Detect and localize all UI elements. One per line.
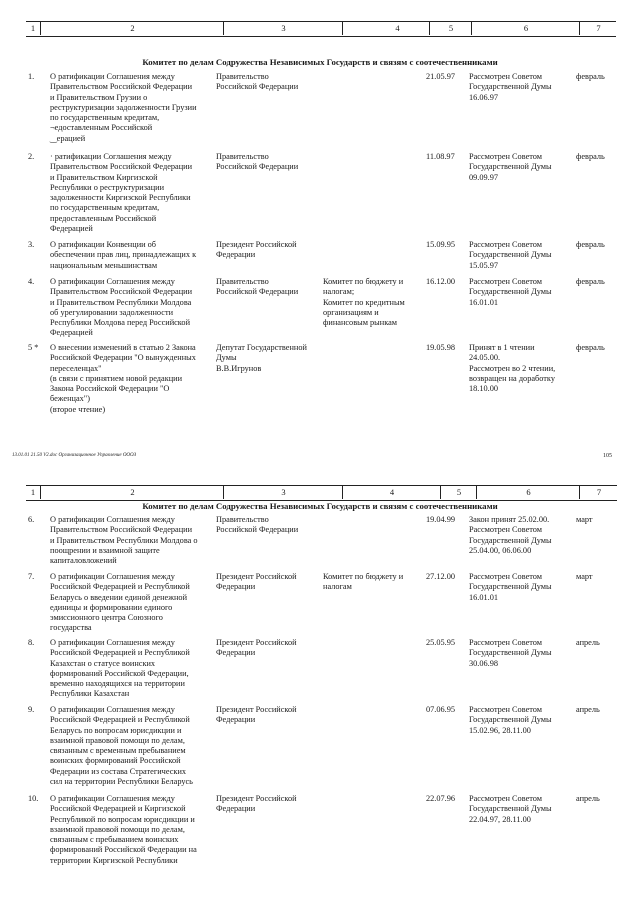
column-number: 5	[440, 486, 477, 499]
planned-month: апрель	[576, 638, 600, 647]
column-number: 6	[471, 22, 580, 35]
planned-month: февраль	[576, 152, 605, 161]
submission-date: 25.05.95	[426, 638, 456, 647]
page-number: 105	[603, 453, 612, 459]
bill-title: О ратификации Соглашения между Российской Федерацией и Республикой Беларусь о введении единой денежной единицы и формировании единого эмиссионного центра Союзного государства	[50, 572, 190, 633]
submission-date: 19.04.99	[426, 515, 456, 524]
bill-initiator: Депутат Государственной Думы В.В.Игрунов	[216, 343, 307, 373]
bill-initiator: Правительство Российской Федерации	[216, 152, 299, 172]
row-number: 2.	[28, 152, 35, 161]
bill-status: Рассмотрен Советом Государственной Думы 15.02.96, 28.11.00	[469, 705, 552, 735]
column-number: 5	[429, 22, 472, 35]
planned-month: февраль	[576, 72, 605, 81]
bill-status: Закон принят 25.02.00. Рассмотрен Советом Государственной Думы 25.04.00, 06.06.00	[469, 515, 552, 555]
bill-title: О ратификации Соглашения между Правительством Российской Федерации и Правительством Грузии о реструктуризации задолженности Грузии по государственным кредитам, ¬едоставленным Российской ‿ерацией	[50, 72, 197, 143]
bill-title: О внесении изменений в статью 2 Закона Российской Федерации "О вынужденных переселенцах" (в связи с принятием новой редакции Закона Российской Федерации "О беженцах") (второе чтение)	[50, 343, 196, 414]
bill-status: Рассмотрен Советом Государственной Думы 30.06.98	[469, 638, 552, 668]
row-number: 9.	[28, 705, 35, 714]
committee-heading: Комитет по делам Содружества Независимых Государств и связям с соотечественниками	[142, 57, 498, 67]
row-number: 3.	[28, 240, 35, 249]
column-number: 1	[30, 487, 36, 497]
row-number: 7.	[28, 572, 35, 581]
column-number: 3	[223, 486, 343, 499]
planned-month: февраль	[576, 240, 605, 249]
bill-title: О ратификации Соглашения между Правительством Российской Федерации и Правительством Республики Молдова об урегулировании задолженности Республики Молдова перед Российской Федерацией	[50, 277, 193, 338]
bill-initiator: Президент Российской Федерации	[216, 794, 297, 814]
row-number: 4.	[28, 277, 35, 286]
row-number: 10.	[28, 794, 39, 803]
submission-date: 15.09.95	[426, 240, 456, 249]
planned-month: апрель	[576, 705, 600, 714]
bill-title: О ратификации Соглашения между Правительством Российской Федерации и Правительством Республики Молдова о поощрении и взаимной защите капиталовложений	[50, 515, 198, 566]
bill-initiator: Правительство Российской Федерации	[216, 515, 299, 535]
bill-title: · ратификации Соглашения между Правительством Российской Федерации и Правительством Киргизской Республики о реструктуризации задолженности Киргизской Республики по государственным кредитам, предоставленным Российской Федерацией	[50, 152, 193, 234]
planned-month: март	[576, 572, 593, 581]
bill-initiator: Президент Российской Федерации	[216, 638, 297, 658]
bill-initiator: Президент Российской Федерации	[216, 240, 297, 260]
planned-month: февраль	[576, 343, 605, 352]
submission-date: 19.05.98	[426, 343, 456, 352]
column-number: 6	[476, 486, 580, 499]
bill-title: О ратификации Соглашения между Российской Федерацией и Республикой Казахстан о статусе воинских формирований Российской Федерации, временно находящихся на территории Республики Казахстан	[50, 638, 190, 699]
bill-initiator: Президент Российской Федерации	[216, 572, 297, 592]
row-number: 1.	[28, 72, 35, 81]
co-committees: Комитет по бюджету и налогам; Комитет по кредитным организациям и финансовым рынкам	[323, 277, 405, 328]
column-number: 4	[342, 22, 452, 35]
column-number: 2	[40, 22, 224, 35]
planned-month: февраль	[576, 277, 605, 286]
row-number: 6.	[28, 515, 35, 524]
bill-status: Рассмотрен Советом Государственной Думы 09.09.97	[469, 152, 552, 182]
bill-initiator: Правительство Российской Федерации	[216, 277, 299, 297]
bill-title: О ратификации Соглашения между Российской Федерацией и Киргизской Республикой по вопросам юрисдикции и взаимной правовой помощи по делам, связанным с пребыванием воинских формирований Российской Федерации на территории Киргизской Республики	[50, 794, 197, 865]
submission-date: 22.07.96	[426, 794, 456, 803]
document-page-2	[0, 478, 640, 900]
planned-month: апрель	[576, 794, 600, 803]
row-number: 5 *	[28, 343, 39, 352]
submission-date: 16.12.00	[426, 277, 456, 286]
bill-initiator: Правительство Российской Федерации	[216, 72, 299, 92]
committee-heading: Комитет по делам Содружества Независимых Государств и связям с соотечественниками	[142, 501, 498, 511]
bill-status: Рассмотрен Советом Государственной Думы 15.05.97	[469, 240, 552, 270]
bill-status: Рассмотрен Советом Государственной Думы 22.04.97, 28.11.00	[469, 794, 552, 824]
column-number: 7	[579, 22, 617, 35]
bill-status: Рассмотрен Советом Государственной Думы 16.06.97	[469, 72, 552, 102]
bill-status: Рассмотрен Советом Государственной Думы 16.01.01	[469, 572, 552, 602]
bill-status: Рассмотрен Советом Государственной Думы 16.01.01	[469, 277, 552, 307]
column-number: 7	[579, 486, 618, 499]
submission-date: 11.08.97	[426, 152, 455, 161]
column-number: 4	[342, 486, 441, 499]
bill-title: О ратификации Соглашения между Российской Федерацией и Республикой Беларусь по вопросам юрисдикции и взаимной правовой помощи по делам, связанным с временным пребыванием воинских формирований Российской Федерации из состава Стратегических сил на территории Республики Беларусь	[50, 705, 193, 787]
bill-status: Принят в 1 чтении 24.05.00. Рассмотрен во 2 чтении, возвращен на доработку 18.10.00	[469, 343, 556, 394]
bill-initiator: Президент Российской Федерации	[216, 705, 297, 725]
footer-file-info: 13.01.01 21.50 V2.doc Организационное Управление ОООЗ	[12, 453, 137, 458]
column-number-header	[26, 21, 616, 37]
submission-date: 21.05.97	[426, 72, 456, 81]
page-footer	[12, 452, 622, 462]
submission-date: 27.12.00	[426, 572, 456, 581]
column-number: 1	[30, 23, 36, 33]
submission-date: 07.06.95	[426, 705, 456, 714]
planned-month: март	[576, 515, 593, 524]
column-number: 3	[223, 22, 343, 35]
column-number: 2	[40, 486, 224, 499]
row-number: 8.	[28, 638, 35, 647]
co-committees: Комитет по бюджету и налогам	[323, 572, 404, 592]
column-number-header	[26, 485, 617, 501]
bill-title: О ратификации Конвенции об обеспечении прав лиц, принадлежащих к национальным меньшинствам	[50, 240, 197, 270]
